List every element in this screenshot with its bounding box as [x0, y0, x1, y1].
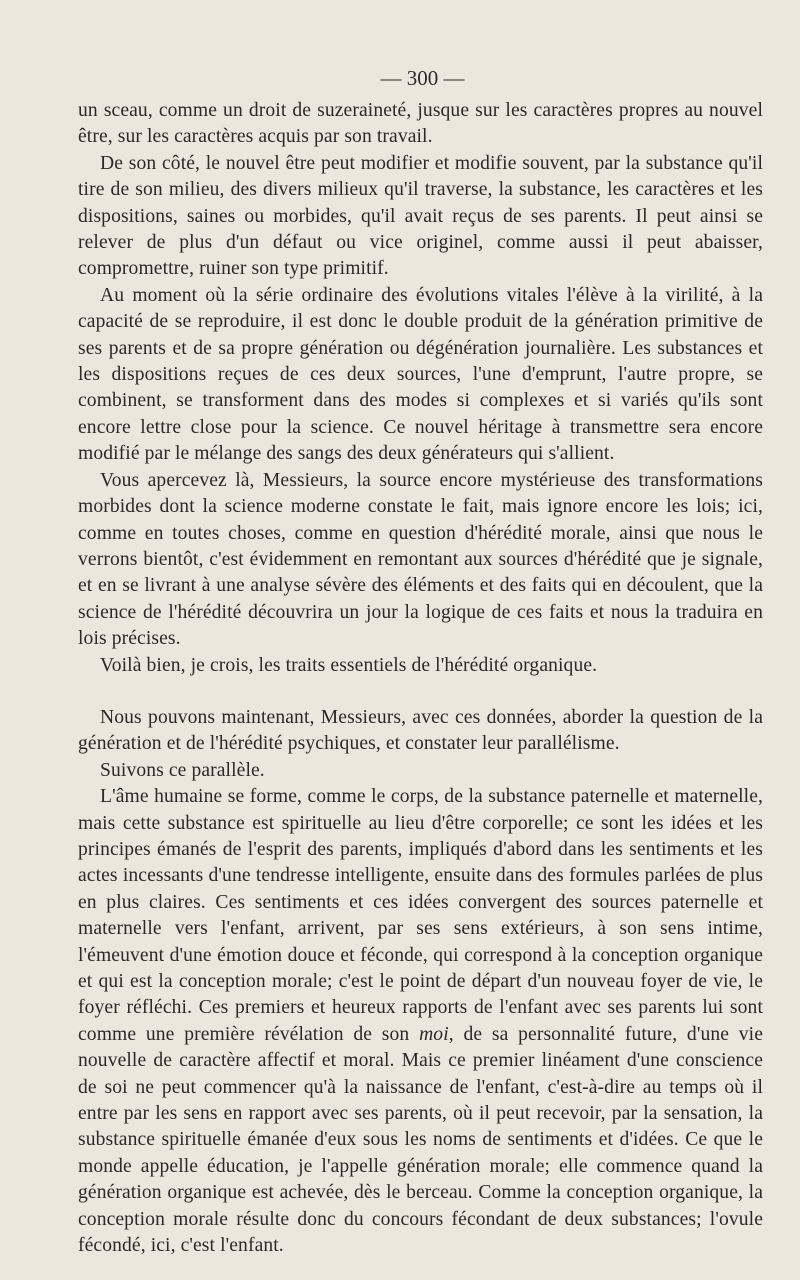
- paragraph-8: [78, 784, 763, 1259]
- paragraph-6: Nous pouvons maintenant, Messieurs, avec ces données, aborder la question de la génération et de l'hérédité psychiques, et constater leur parallélisme.: [78, 706, 763, 755]
- paragraph-1: un sceau, comme un droit de suzeraineté, jusque sur les caractères propres au nouvel être, sur les caractères acquis par son travail.: [78, 100, 763, 148]
- page-number: — 300 —: [380, 66, 465, 90]
- paragraph-2: De son côté, le nouvel être peut modifier et modifie souvent, par la substance qu'il tire de son milieu, des divers milieux qu'il traverse, la substance, les caractères et les dispositions, saines ou morbides, qu'il avait reçus de ses parents. Il peut ainsi se relever de plus d'un défaut ou vice originel, comme aussi il peut abaisser, compromettre, ruiner son type primitif.: [78, 152, 763, 280]
- paragraph-8-italic-moi: moi: [419, 1023, 449, 1045]
- paragraph-8-text-before: L'âme humaine se forme, comme le corps, de la substance paternelle et maternelle, mais cette substance est spirituelle au lieu d'être corporelle; ce sont les idées et les principes émanés de l'esprit des parents, impliqués d'abord dans les sentiments et les actes incessants d'une tendresse intelligente, ensuite dans des formules parlées de plus en plus claires. Ces sentiments et ces idées convergent des sources paternelle et maternelle vers l'enfant, arrivent, par ses sens extérieurs, à son sens intime, l'émeuvent d'une émotion douce et féconde, qui correspond à la conception organique et qui est la conception morale; c'est le point de départ d'un nouveau foyer de vie, le foyer réfléchi. Ces premiers et heureux rapports de l'enfant avec ses parents lui sont comme une première révélation de son: [78, 786, 763, 1045]
- paragraph-8-text-after: , de sa personnalité future, d'une vie nouvelle de caractère affectif et moral. Mais ce premier linéament d'une conscience de soi ne peut commencer qu'à la naissance de l'enfant, c'est-à-dire au temps où il entre par les sens en rapport avec ses parents, où il peut recevoir, par la sensation, la substance spirituelle émanée d'eux sous les noms de sentiments et d'idées. Ce que le monde appelle éducation, je l'appelle génération morale; elle commence quand la génération organique est achevée, dès le berceau. Comme la conception organique, la conception morale résulte donc du concours fécondant de deux substances; l'ovule fécondé, ici, c'est l'enfant.: [78, 1023, 763, 1257]
- paragraph-4: Vous apercevez là, Messieurs, la source encore mystérieuse des transformations morbides dont la science moderne constate le fait, mais ignore encore les lois; ici, comme en toutes choses, comme en question d'hérédité morale, ainsi que nous le verrons bientôt, c'est évidemment en remontant aux sources d'hérédité que je signale, et en se livrant à une analyse sévère des éléments et des faits qui en découlent, que la science de l'hérédité découvrira un jour la logique de ces faits et nous la traduira en lois précises.: [78, 469, 763, 650]
- paragraph-3: Au moment où la série ordinaire des évolutions vitales l'élève à la virilité, à la capacité de se reproduire, il est donc le double produit de la génération primitive de ses parents et de sa propre génération ou dégénération journalière. Les substances et les dispositions reçues de ces deux sources, l'une d'emprunt, l'autre propre, se combinent, se transforment dans des modes si complexes et si variés qu'ils sont encore lettre close pour la science. Ce nouvel héritage à transmettre sera encore modifié par le mélange des sangs des deux générateurs qui s'allient.: [78, 284, 763, 465]
- paragraph-7: Suivons ce parallèle.: [100, 759, 265, 781]
- paragraph-5: Voilà bien, je crois, les traits essentiels de l'hérédité organique.: [100, 654, 598, 676]
